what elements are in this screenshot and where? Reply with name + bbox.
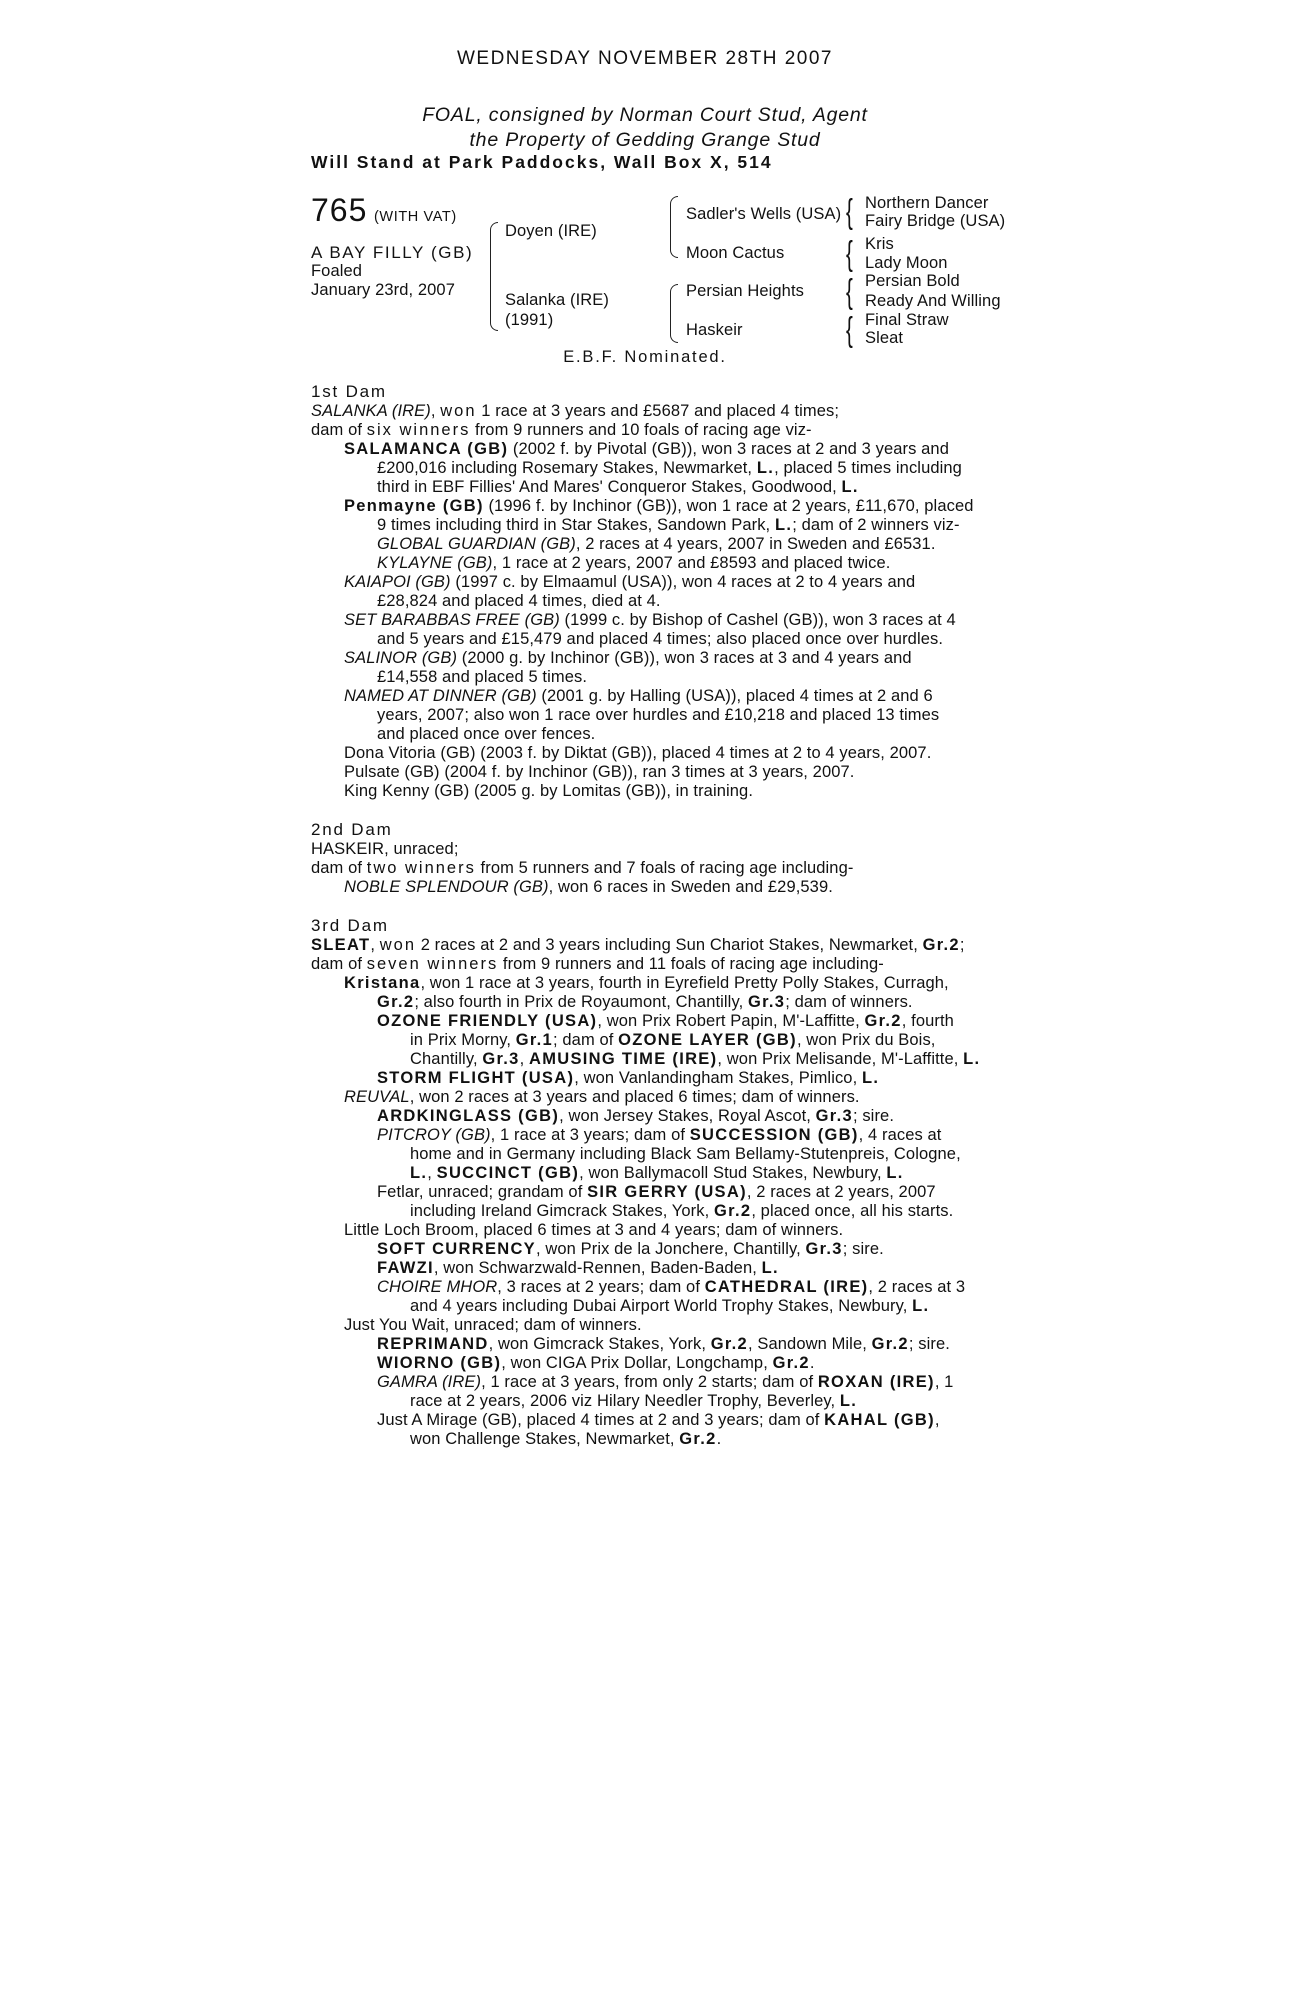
text-run: L. <box>774 516 793 534</box>
section-heading: 2nd Dam <box>311 820 393 839</box>
text-run: GAMRA (IRE) <box>377 1373 482 1391</box>
text-run: won Challenge Stakes, Newmarket, <box>410 1430 680 1448</box>
text-run: Gr.2 <box>679 1430 717 1448</box>
catalogue-line <box>311 478 983 497</box>
catalogue-line <box>311 725 983 744</box>
brace-main-top <box>490 222 498 281</box>
catalogue-line <box>311 1373 983 1392</box>
text-run: Gr.3 <box>805 1240 843 1258</box>
text-run: Fetlar, unraced; grandam of <box>377 1183 588 1201</box>
pedigree-dds: Final Straw <box>865 311 949 329</box>
text-run: , won 1 race at 3 years, fourth in Eyrefield Pretty Polly Stakes, Curragh, <box>420 974 949 992</box>
text-run: , won Prix du Bois, <box>796 1031 936 1049</box>
text-run: , won Ballymacoll Stud Stakes, Newbury, <box>579 1164 887 1182</box>
pedigree-dam-dam: Haskeir <box>686 321 743 339</box>
text-run: and 4 years including Dubai Airport World Trophy Stakes, Newbury, <box>410 1297 913 1315</box>
catalogue-line <box>311 649 983 668</box>
catalogue-line <box>311 1297 983 1316</box>
pedigree-sds: Kris <box>865 235 894 253</box>
text-run: Gr.2 <box>710 1335 749 1353</box>
section-heading: 3rd Dam <box>311 916 389 935</box>
pedigree-dam-year: (1991) <box>505 311 554 329</box>
catalogue-line <box>311 993 983 1012</box>
text-run: 2 races at 2 and 3 years including Sun Chariot Stakes, Newmarket, <box>416 936 923 954</box>
pedigree-sire: Doyen (IRE) <box>505 222 597 240</box>
text-run: STORM FLIGHT (USA) <box>377 1069 575 1087</box>
text-run: ; also fourth in Prix de Royaumont, Chantilly, <box>414 993 748 1011</box>
text-run: SUCCESSION (GB) <box>689 1126 859 1144</box>
text-run: in Prix Morny, <box>410 1031 516 1049</box>
text-run: , 2 races at 3 <box>868 1278 966 1296</box>
catalogue-line <box>311 1430 983 1449</box>
text-run: Gr.2 <box>864 1012 902 1030</box>
text-run: Gr.3 <box>747 993 786 1011</box>
text-run: , <box>370 936 380 954</box>
catalogue-line <box>311 763 983 782</box>
text-run: , 1 race at 2 years, 2007 and £8593 and placed twice. <box>492 554 891 572</box>
pedigree-sire-dam: Moon Cactus <box>686 244 785 262</box>
text-run: Gr.2 <box>772 1354 810 1372</box>
catalogue-line <box>311 668 983 687</box>
text-run: Gr.3 <box>815 1107 853 1125</box>
text-run: AMUSING TIME (IRE) <box>529 1050 718 1068</box>
catalogue-line <box>311 382 983 402</box>
text-run: , won Vanlandingham Stakes, Pimlico, <box>574 1069 862 1087</box>
catalogue-line <box>311 1335 983 1354</box>
sale-date: WEDNESDAY NOVEMBER 28TH 2007 <box>456 48 833 69</box>
text-run: 9 times including third in Star Stakes, Sandown Park, <box>377 516 775 534</box>
text-run: Gr.2 <box>871 1335 909 1353</box>
text-run: , fourth <box>901 1012 954 1030</box>
catalogue-line <box>311 1259 983 1278</box>
text-run: SIR GERRY (USA) <box>587 1183 747 1201</box>
brace-sds: { <box>846 235 853 273</box>
text-run: , 1 race at 3 years; dam of <box>490 1126 690 1144</box>
catalogue-line <box>311 1221 983 1240</box>
text-run: years, 2007; also won 1 race over hurdles and £10,218 and placed 13 times <box>377 706 940 724</box>
text-run: Just You Wait, unraced; dam of winners. <box>344 1316 642 1334</box>
text-run: dam of <box>311 421 367 439</box>
text-run: SLEAT <box>311 936 371 954</box>
text-run: Chantilly, <box>410 1050 483 1068</box>
pedigree-dss: Persian Bold <box>865 272 960 290</box>
vat-note: (WITH VAT) <box>374 209 457 225</box>
text-run: from 9 runners and 11 foals of racing age including- <box>498 955 884 973</box>
text-run: won <box>379 936 417 954</box>
text-run: KAHAL (GB) <box>824 1411 935 1429</box>
brace-sire-bottom <box>670 222 678 258</box>
text-run: Gr.2 <box>922 936 960 954</box>
text-run: Dona Vitoria (GB) (2003 f. by Diktat (GB)), placed 4 times at 2 to 4 years, 2007. <box>344 744 932 762</box>
text-run: NOBLE SPLENDOUR (GB) <box>344 878 549 896</box>
pedigree-dam: Salanka (IRE) <box>505 291 610 309</box>
text-run: KAIAPOI (GB) <box>344 573 451 591</box>
catalogue-line <box>311 592 983 611</box>
pedigree-ssd: Fairy Bridge (USA) <box>865 212 1006 230</box>
text-run: ; sire. <box>908 1335 950 1353</box>
text-run: L. <box>839 1392 858 1410</box>
text-run: ARDKINGLASS (GB) <box>377 1107 560 1125</box>
text-run: Little Loch Broom, placed 6 times at 3 and 4 years; dam of winners. <box>344 1221 844 1239</box>
text-run: L. <box>963 1050 981 1068</box>
text-run: race at 2 years, 2006 viz Hilary Needler Trophy, Beverley, <box>410 1392 840 1410</box>
text-run: NAMED AT DINNER (GB) <box>344 687 537 705</box>
text-run: , won 2 races at 3 years and placed 6 times; dam of winners. <box>409 1088 860 1106</box>
text-run: , placed 5 times including <box>774 459 962 477</box>
text-run: home and in Germany including Black Sam Bellamy-Stutenpreis, Cologne, <box>410 1145 961 1163</box>
text-run: Kristana <box>344 974 421 992</box>
brace-sss: { <box>846 193 853 231</box>
text-run: L. <box>861 1069 880 1087</box>
text-run: £14,558 and placed 5 times. <box>377 668 588 686</box>
catalogue-line <box>311 1354 983 1373</box>
text-run: KYLAYNE (GB) <box>377 554 493 572</box>
text-run: , won Gimcrack Stakes, York, <box>488 1335 711 1353</box>
catalogue-line <box>311 516 983 535</box>
foaled-date: January 23rd, 2007 <box>311 281 455 299</box>
text-run: seven winners <box>366 955 499 973</box>
text-run: GLOBAL GUARDIAN (GB) <box>377 535 576 553</box>
text-run: , <box>519 1050 530 1068</box>
text-run: REPRIMAND <box>377 1335 489 1353</box>
text-run: (2002 f. by Pivotal (GB)), won 3 races at 2 and 3 years and <box>508 440 949 458</box>
text-run: SUCCINCT (GB) <box>436 1164 580 1182</box>
text-run: , won Prix Melisande, M'-Laffitte, <box>717 1050 964 1068</box>
catalogue-line <box>311 974 983 993</box>
text-run: , won 6 races in Sweden and £29,539. <box>548 878 833 896</box>
section-gap <box>311 801 983 820</box>
text-run: dam of <box>311 955 367 973</box>
text-run: ; sire. <box>842 1240 884 1258</box>
brace-dss: { <box>846 273 853 311</box>
text-run: SET BARABBAS FREE (GB) <box>344 611 560 629</box>
catalogue-line <box>311 1088 983 1107</box>
catalogue-line <box>311 535 983 554</box>
text-run: , won Jersey Stakes, Royal Ascot, <box>559 1107 816 1125</box>
text-run: SOFT CURRENCY <box>377 1240 536 1258</box>
catalogue-line <box>311 402 983 421</box>
text-run: OZONE FRIENDLY (USA) <box>377 1012 598 1030</box>
text-run: , 1 race at 3 years, from only 2 starts; dam of <box>481 1373 818 1391</box>
pedigree-sire-sire: Sadler's Wells (USA) <box>686 205 842 223</box>
catalogue-line <box>311 1107 983 1126</box>
brace-main-bottom <box>490 280 498 331</box>
catalogue-line <box>311 1278 983 1297</box>
catalogue-line <box>311 782 983 801</box>
text-run: (1997 c. by Elmaamul (USA)), won 4 races at 2 to 4 years and <box>450 573 916 591</box>
catalogue-line <box>311 916 983 936</box>
text-run: SALANKA (IRE) <box>311 402 431 420</box>
catalogue-line <box>311 611 983 630</box>
text-run: PITCROY (GB) <box>377 1126 491 1144</box>
catalogue-line <box>311 1126 983 1145</box>
brace-sire-top <box>670 196 678 223</box>
text-run: L. <box>886 1164 904 1182</box>
text-run: (2001 g. by Halling (USA)), placed 4 times at 2 and 6 <box>536 687 933 705</box>
text-run: HASKEIR, unraced; <box>311 840 459 858</box>
catalogue-line <box>311 706 983 725</box>
section-heading: 1st Dam <box>311 382 387 401</box>
text-run: Gr.2 <box>377 993 415 1011</box>
text-run: , Sandown Mile, <box>748 1335 872 1353</box>
text-run: Gr.1 <box>515 1031 554 1049</box>
text-run: L. <box>841 478 859 496</box>
text-run: , <box>430 402 441 420</box>
text-run: CHOIRE MHOR <box>377 1278 498 1296</box>
text-run: ; <box>959 936 965 954</box>
lot-number: 765 <box>311 192 368 228</box>
text-run: 1 race at 3 years and £5687 and placed 4 times; <box>476 402 840 420</box>
catalogue-line <box>311 840 983 859</box>
catalogue-line <box>311 936 983 955</box>
catalogue-line <box>311 1145 983 1164</box>
text-run: King Kenny (GB) (2005 g. by Lomitas (GB)), in training. <box>344 782 754 800</box>
text-run: Penmayne (GB) <box>344 497 484 515</box>
brace-dds: { <box>846 311 853 349</box>
catalogue-line <box>311 459 983 478</box>
text-run: . <box>716 1430 722 1448</box>
catalogue-body <box>311 382 983 1449</box>
text-run: ; dam of winners. <box>785 993 913 1011</box>
text-run: L. <box>756 459 775 477</box>
catalogue-line <box>311 820 983 840</box>
catalogue-line <box>311 497 983 516</box>
text-run: , 2 races at 4 years, 2007 in Sweden and £6531. <box>575 535 936 553</box>
foaled-label: Foaled <box>311 262 363 280</box>
catalogue-line <box>311 687 983 706</box>
text-run: Pulsate (GB) (2004 f. by Inchinor (GB)), ran 3 times at 3 years, 2007. <box>344 763 855 781</box>
text-run: , 3 races at 2 years; dam of <box>497 1278 705 1296</box>
consignor-line: FOAL, consigned by Norman Court Stud, Agent <box>422 104 868 126</box>
text-run: six winners <box>366 421 471 439</box>
text-run: L. <box>912 1297 930 1315</box>
text-run: , won Prix Robert Papin, M'-Laffitte, <box>597 1012 865 1030</box>
text-run: , <box>427 1164 437 1182</box>
stand-location: Will Stand at Park Paddocks, Wall Box X, 514 <box>311 152 773 172</box>
text-run: , won Schwarzwald-Rennen, Baden-Baden, <box>433 1259 762 1277</box>
text-run: Just A Mirage (GB), placed 4 times at 2 and 3 years; dam of <box>377 1411 825 1429</box>
pedigree-ddd: Sleat <box>865 329 904 347</box>
lot-description: A BAY FILLY (GB) <box>311 243 474 262</box>
text-run: , placed once, all his starts. <box>751 1202 954 1220</box>
text-run: and placed once over fences. <box>377 725 596 743</box>
text-run: , 2 races at 2 years, 2007 <box>746 1183 936 1201</box>
catalogue-line <box>311 630 983 649</box>
pedigree-sdd: Lady Moon <box>865 254 948 272</box>
text-run: , won Prix de la Jonchere, Chantilly, <box>536 1240 806 1258</box>
text-run: won <box>440 402 477 420</box>
text-run: £28,824 and placed 4 times, died at 4. <box>377 592 661 610</box>
catalogue-line <box>311 1411 983 1430</box>
text-run: L. <box>410 1164 428 1182</box>
text-run: Gr.2 <box>714 1202 752 1220</box>
text-run: ; sire. <box>852 1107 895 1125</box>
catalogue-line <box>311 1164 983 1183</box>
text-run: including Ireland Gimcrack Stakes, York, <box>410 1202 714 1220</box>
text-run: from 5 runners and 7 foals of racing age including- <box>475 859 854 877</box>
text-run: REUVAL <box>344 1088 410 1106</box>
text-run: Gr.3 <box>482 1050 520 1068</box>
catalogue-line <box>311 1031 983 1050</box>
catalogue-line <box>311 1392 983 1411</box>
catalogue-line <box>311 554 983 573</box>
text-run: from 9 runners and 10 foals of racing age viz- <box>470 421 812 439</box>
catalogue-line <box>311 878 983 897</box>
catalogue-line <box>311 421 983 440</box>
text-run: and 5 years and £15,479 and placed 4 times; also placed once over hurdles. <box>377 630 944 648</box>
catalogue-line <box>311 744 983 763</box>
text-run: , <box>934 1411 940 1429</box>
catalogue-line <box>311 573 983 592</box>
text-run: (1999 c. by Bishop of Cashel (GB)), won 3 races at 4 <box>559 611 956 629</box>
text-run: OZONE LAYER (GB) <box>618 1031 797 1049</box>
catalogue-line <box>311 1050 983 1069</box>
text-run: £200,016 including Rosemary Stakes, Newmarket, <box>377 459 757 477</box>
catalogue-line <box>311 440 983 459</box>
catalogue-line <box>311 1202 983 1221</box>
text-run: , won CIGA Prix Dollar, Longchamp, <box>501 1354 773 1372</box>
text-run: , 4 races at <box>858 1126 942 1144</box>
text-run: SALINOR (GB) <box>344 649 458 667</box>
brace-dam-top <box>670 284 678 307</box>
text-run: (1996 f. by Inchinor (GB)), won 1 race at 2 years, £11,670, placed <box>483 497 974 515</box>
text-run: , 1 <box>934 1373 954 1391</box>
catalogue-line <box>311 859 983 878</box>
text-run: ROXAN (IRE) <box>817 1373 935 1391</box>
text-run: CATHEDRAL (IRE) <box>704 1278 869 1296</box>
catalogue-line <box>311 955 983 974</box>
catalogue-line <box>311 1240 983 1259</box>
text-run: ; dam of 2 winners viz- <box>792 516 960 534</box>
catalogue-line <box>311 1316 983 1335</box>
catalogue-line <box>311 1183 983 1202</box>
section-gap <box>311 897 983 916</box>
catalogue-line <box>311 1069 983 1088</box>
text-run: SALAMANCA (GB) <box>344 440 509 458</box>
brace-dam-bottom <box>670 306 678 343</box>
text-run: L. <box>761 1259 779 1277</box>
text-run: dam of <box>311 859 367 877</box>
text-run: ; dam of <box>553 1031 619 1049</box>
catalogue-line <box>311 1012 983 1031</box>
ebf-nomination: E.B.F. Nominated. <box>563 348 727 366</box>
text-run: third in EBF Fillies' And Mares' Conqueror Stakes, Goodwood, <box>377 478 842 496</box>
text-run: two winners <box>366 859 476 877</box>
pedigree-dsd: Ready And Willing <box>865 292 1001 310</box>
text-run: . <box>809 1354 815 1372</box>
text-run: (2000 g. by Inchinor (GB)), won 3 races at 3 and 4 years and <box>457 649 912 667</box>
pedigree-dam-sire: Persian Heights <box>686 282 804 300</box>
property-line: the Property of Gedding Grange Stud <box>469 129 821 151</box>
text-run: WIORNO (GB) <box>377 1354 502 1372</box>
pedigree-sss: Northern Dancer <box>865 194 989 212</box>
text-run: FAWZI <box>377 1259 434 1277</box>
